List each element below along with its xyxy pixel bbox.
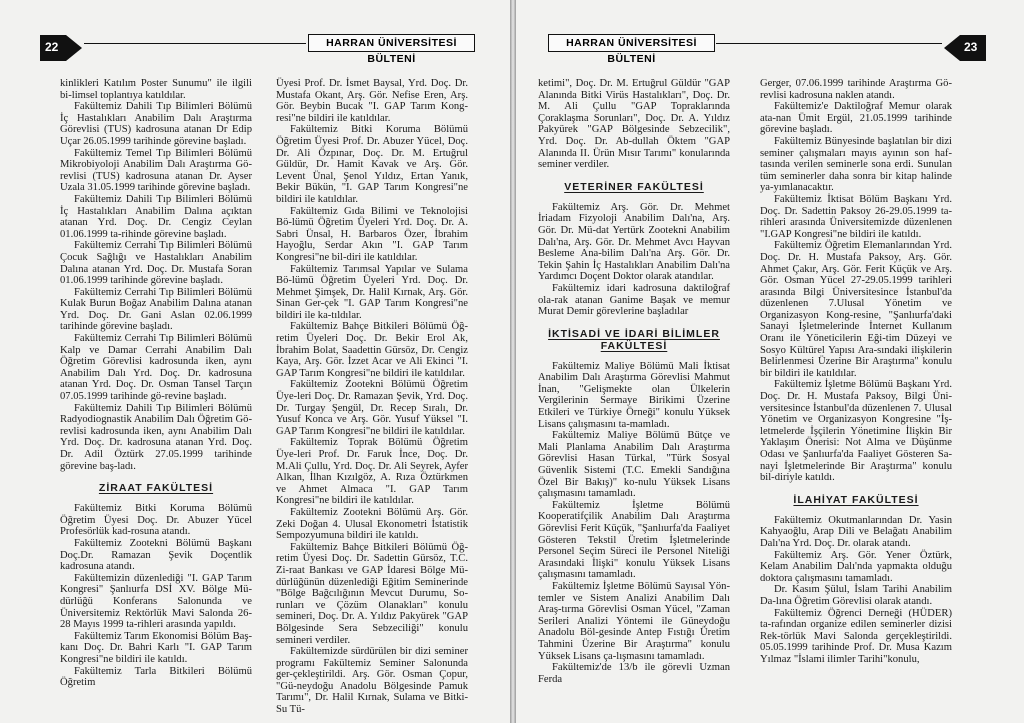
right-page — [516, 0, 1024, 723]
paragraph: Fakültemiz Tarımsal Yapılar ve Sulama Bö-lümü Öğretim Üyeleri Yrd. Doç. Dr. Mehmet Şimşek, Dr. Halil Kırnak, Arş. Gör. Sinan Ger-çek "I. GAP Tarım Kongresi"ne bildiri ile ka-tıldılar. — [276, 263, 468, 321]
page-number: 23 — [964, 40, 978, 54]
left-page-column-2 — [276, 78, 468, 716]
paragraph: Fakültemiz Temel Tıp Bilimleri Bölümü Mikrobiyoloji Anabilim Dalı Araştırma Gö-revlisi (TUS) kadrosuna atanan Dr. Ayser Uzala 31.05.1999 tarihinde görevine başladı. — [60, 147, 252, 194]
bulletin-header: HARRAN ÜNİVERSİTESİ BÜLTENİ — [548, 34, 715, 52]
paragraph: Fakültemiz Öğretim Elemanlarından Yrd. Doç. Dr. H. Mustafa Paksoy, Arş. Gör. Ahmet Çakır, Arş. Gör. Ferit Küçük ve Arş. Gör. Osman Yücel 27-29.05.1999 tarihleri arasında Bilgi Üniversitesince İstanbul'da düzenlenen 7.Ulusal Yönetim ve Organizasyon Kong-resine, "Şanlıurfa'daki Sanayi İşletmelerinde İnternet Kullanım Oranı ile Yöneticilerin Eği-tim Düzeyi ve Sosyo Kültürel Yapısı Ara-sındaki ilişkilerin Belirlenmesi Üzerine Bir Araştırma" konulu bir bildiri ile katıldılar. — [760, 240, 952, 379]
paragraph: Fakültemiz Toprak Bölümü Öğretim Üye-leri Prof. Dr. Faruk İnce, Doç. Dr. M.Ali Çullu, Yrd. Doç. Dr. Ali Seyrek, Ayfer Alkan, İlhan Kızılgöz, A. Rıza Öztürkmen ve Ahmet Almaca "I. GAP Tarım Kongresi"ne bildiri ile katıldılar. — [276, 437, 468, 507]
paragraph: Fakültemiz'e Daktiloğraf Memur olarak ata-nan Ümit Ergül, 21.05.1999 tarihinde görevine başladı. — [760, 101, 952, 136]
header-rule — [84, 43, 306, 44]
paragraph: Fakültemiz Dahili Tıp Bilimleri Bölümü İç Hastalıkları Anabilim Dalı Araştırma Görevlisi (TUS) kadrosuna atanan Dr Edip Uçar 26.05.1999 tarihinde görevine başladı. — [60, 101, 252, 147]
section-title-ilahiyat: İLAHİYAT FAKÜLTESİ — [793, 493, 919, 506]
paragraph: Fakültemiz Tarım Ekonomisi Bölüm Baş-kanı Doç. Dr. Bahri Karlı "I. GAP Tarım Kongresi"ne bildiri ile katıldı. — [60, 630, 252, 665]
paragraph: Üyesi Prof. Dr. İsmet Baysal, Yrd. Doç. Dr. Mustafa Okant, Arş. Gör. Nefise Eren, Arş. Gör. Beybin Bucak "I. GAP Tarım Kong-resi"ne bildiri ile katıldılar. — [276, 78, 468, 124]
header-rule — [716, 43, 942, 44]
paragraph: Gerger, 07.06.1999 tarihinde Araştırma Gö-revlisi kadrosuna naklen atandı. — [760, 78, 952, 101]
paragraph: Fakültemiz Cerrahi Tıp Bilimleri Bölümü Kalp ve Damar Cerrahi Anabilim Dalı Öğretim Görevlisi kadrosunda iken, aynı Anabilim Dalı Yrd. Doç. Dr. kadrosuna atanan Yrd. Doç. Dr. Osman Tansel Tarçın 07.05.1999 tarihinde gö-revine başladı. — [60, 333, 252, 403]
paragraph: Fakültemiz Bitki Koruma Bölümü Öğretim Üyesi Doç. Dr. Abuzer Yücel Profesörlük kad-rosuna atandı. — [60, 503, 252, 538]
right-page-column-2 — [760, 78, 952, 666]
left-page — [0, 0, 510, 723]
right-page-column-1 — [538, 78, 730, 685]
section-title-iktisadi: İKTİSADİ VE İDARİ BİLİMLER FAKÜLTESİ — [548, 327, 720, 352]
paragraph: Fakültemiz Maliye Bölümü Mali İktisat Anabilim Dalı Araştırma Görevlisi Mahmut İnan, "Gelişmekte olan Ülkelerin Vergilerinin Sermaye Birikimi Üzerine Etkileri ve Türkiye Örneği" konulu Yüksek Lisans çalışmasını ta-mamladı. — [538, 360, 730, 430]
section-title-ziraat: ZİRAAT FAKÜLTESİ — [98, 482, 214, 495]
paragraph: Fakültemiz Cerrahi Tıp Bilimleri Bölümü Kulak Burun Boğaz Anabilim Dalına atanan Yrd. Doç. Dr. Gani Aslan 02.06.1999 tarihinde görevine başladı. — [60, 286, 252, 333]
paragraph: Fakültemiz Zootekni Bölümü Başkanı Doç.Dr. Ramazan Şevik Doçentlik kadrosuna atandı. — [60, 537, 252, 573]
paragraph: Fakültemiz Bahçe Bitkileri Bölümü Öğ-retim Üyesi Doç. Dr. Sadettin Gürsöz, T.C. Zi-raat Bankası ve GAP İdaresi Bölge Mü-dürlüğünün düzenlediği Eğitim Seminerinde "Bölge Bağcılığının Mevcut Durumu, So-runları ve Çözüm Olanakları" konulu semineri, Doç. Dr. A. Yıldız Pakyürek "GAP Bölgesinde Sera Sebzeciliği" konulu semineri verdiler. — [276, 541, 468, 646]
paragraph: Fakültemiz idari kadrosuna daktiloğraf ola-rak atanan Ganime Başak ve memur Murat Demir görevlerine başladılar — [538, 282, 730, 318]
paragraph: Fakültemiz Zootekni Bölümü Arş. Gör. Zeki Doğan 4. Ulusal Ekonometri İstatistik Sempozyumuna bildiri ile katıldı. — [276, 506, 468, 542]
paragraph: Dr. Kasım Şülul, İslam Tarihi Anabilim Da-lına Öğretim Görevlisi olarak atandı. — [760, 584, 952, 607]
paragraph: Fakültemiz Bitki Koruma Bölümü Öğretim Üyesi Prof. Dr. Abuzer Yücel, Doç. Dr. Ali Özpınar, Doç. Dr. M. Ertuğrul Güldür, Dr. Hamit Kavak ve Arş. Gör. Levent Ünal, Şenol Yıldız, Ertan Yanık, Bekir Bükün, "I. GAP Tarım Kongresi"ne bildiri ile katıldılar. — [276, 124, 468, 205]
paragraph: Fakültemiz Dahili Tıp Bilimleri Bölümü Radyodiognastik Anabilim Dalı Öğretim Gö-revlisi kadrosunda iken, aynı Anabilim Dalı Yrd. Doç. Dr. kadrosuna atanan Yrd. Doç. Dr. Adil Öztürk 27.05.1999 tarihinde görevine baş-ladı. — [60, 402, 252, 472]
paragraph: Fakültemiz Gıda Bilimi ve Teknolojisi Bö-lümü Öğretim Üyeleri Yrd. Doç. Dr. A. Sabri Ünsal, H. Barbaros Özer, İbrahim Hayoğlu, Serdar Akın "I. GAP Tarım Kongresi"ne bil-diri ile katıldılar. — [276, 205, 468, 263]
section-title-veteriner: VETERİNER FAKÜLTESİ — [564, 180, 704, 193]
paragraph: Fakültemiz Zootekni Bölümü Öğretim Üye-leri Doç. Dr. Ramazan Şevik, Yrd. Doç. Dr. Turgay Şengül, Dr. Recep Sıralı, Dr. Yusuf Konca ve Arş. Gör. Yusuf Yüksel "I. GAP Tarım Kongresi"ne bildiri ile katıldılar. — [276, 379, 468, 437]
bulletin-header: HARRAN ÜNİVERSİTESİ BÜLTENİ — [308, 34, 475, 52]
paragraph: Fakültemiz İşletme Bölümü Başkanı Yrd. Doç. Dr. H. Mustafa Paksoy, Bilgi Üni-versitesince İstanbul'da düzenlenen 7. Ulusal Yönetim ve Organizasyon Kongresine "İş-letmelerde İşçilerin Yönetimine İlişkin Bir Yaklaşım Önerisi: Not Alma ve Düşünme Odası ve Şanlıurfa'da Faaliyet Gösteren Sa-nayi İşletmelerinde Bir Araştırma" konulu bil-diriyle katıldı. — [760, 379, 952, 484]
paragraph: Fakültemiz'de 13/b ile görevli Uzman Ferda — [538, 662, 730, 685]
page-number: 22 — [45, 40, 59, 54]
paragraph: Fakültemizin düzenlediği "I. GAP Tarım Kongresi" Şanlıurfa DSİ XV. Bölge Mü-dürlüğü Konferans Salonunda ve Üniversitemiz Rektörlük Mavi Salonda 26-28 Mayıs 1999 ta-rihleri arasında yapıldı. — [60, 572, 252, 631]
paragraph: ketimi", Doç. Dr. M. Ertuğrul Güldür "GAP Alanında Bitki Virüs Hastalıkları", Doç. Dr. M. Ali Çullu "GAP Topraklarında Çoraklaşma Sorunları", Doç. Dr. A. Yıldız Pakyürek "GAP Bölgesinde Sebzecilik", Yrd. Doç. Dr. Ab-dullah Öktem "GAP Alanında II. Ürün Mısır Tarımı" konularında seminer verdiler. — [538, 78, 730, 171]
left-page-column-1 — [60, 78, 252, 689]
paragraph: Fakültemiz Öğrenci Derneği (HÜDER) ta-rafından organize edilen seminerler dizisi Rek-törlük Mavi Salonda gerçekleştirildi. 05.05.1999 tarihinde Prof. Dr. Musa Kazım Yılmaz "İslami ilimler Tarihi"konulu, — [760, 607, 952, 665]
paragraph: Fakültemiz Okutmanlarından Dr. Yasin Kahyaoğlu, Arap Dili ve Belağatı Anabilim Dalı'na Yrd. Doç. Dr. olarak atandı. — [760, 514, 952, 549]
paragraph: Fakültemiz Dahili Tıp Bilimleri Bölümü İç Hastalıkları Anabilim Dalına açıktan atanan Yrd. Doç. Dr. Cengiz Ceylan 01.06.1999 ta-rihinde görevine başladı. — [60, 193, 252, 240]
paragraph: Fakültemiz Cerrahi Tıp Bilimleri Bölümü Çocuk Sağlığı ve Hastalıkları Anabilim Dalına atanan Yrd. Doç. Dr. Mustafa Soran 01.06.1999 tarihinde görevine başladı. — [60, 240, 252, 287]
paragraph: Fakültemiz Bünyesinde başlatılan bir dizi seminer çalışmaları mayıs ayının son haf-tasında verilen seminerle sona erdi. Sunulan tüm seminerler daha sonra bir kitap halinde ya-yımlanacaktır. — [760, 135, 952, 194]
paragraph: Fakültemiz İşletme Bölümü Kooperatifçilik Anabilim Dalı Araştırma Görevlisi Ferit Küçük, "Şanlıurfa'da Faaliyet Gösteren Tekstil Üretim İşletmelerinde Personel Seçim Süreci ile Personel Niteliği Arasındaki İlişki" konulu Yüksek Lisans çalışmasını tamamladı. — [538, 499, 730, 581]
paragraph: Fakültemiz Maliye Bölümü Bütçe ve Mali Planlama Anabilim Dalı Araştırma Görevlisi Hasan Türkal, "Türk Sosyal Güvenlik Sistemi (T.C. Emekli Sandığına Özel Bir Bakış)" ko-nulu Yüksek Lisans çalışmasını tamamladı. — [538, 430, 730, 500]
paragraph: Fakültemiz Arş. Gör. Dr. Mehmet İriadam Fizyoloji Anabilim Dalı'na, Arş. Gör. Dr. Mü-dat Yertürk Zootekni Anabilim Dalı'na, Arş. Gör. Dr. Mehmet Avcı Hayvan Besleme Ana-bilim Dalı'na Arş. Gör. Dr. Tekin Şahin İç Hastalıkları Anabilim Dalı'na Yardımcı Doçent Doktor olarak atandılar. — [538, 201, 730, 283]
paragraph: Fakültemiz Arş. Gör. Yener Öztürk, Kelam Anabilim Dalı'nda yapmakta olduğu doktora çalışmasını tamamladı. — [760, 549, 952, 584]
paragraph: Fakültemiz Bahçe Bitkileri Bölümü Öğ-retim Üyeleri Doç. Dr. Bekir Erol Ak, İbrahim Bolat, Saadettin Gürsöz, Dr. Cengiz Kaya, Arş. Gör. İzzet Acar ve Ali Ekinci "I. GAP Tarım Kongresi"ne bildiri ile katıldılar. — [276, 321, 468, 379]
paragraph: Fakültemiz İşletme Bölümü Sayısal Yön-temler ve Sistem Analizi Anabilim Dalı Araş-tırma Görevlisi Osman Yücel, "Zaman Serileri Analizi Yöntemi ile Güneydoğu Anadolu Böl-gesinde Antep Fıstığı Üretim Tahmini Üzerine Bir Araştırma" konulu Yüksek Lisans ça-lışmasını tamamladı. — [538, 580, 730, 662]
paragraph: Fakültemiz İktisat Bölüm Başkanı Yrd. Doç. Dr. Sadettin Paksoy 26-29.05.1999 ta-rihleri arasında Üniversitemizde düzenlenen "I.GAP Kongresi"ne bildiri ile katıldı. — [760, 193, 952, 240]
paragraph: Fakültemizde sürdürülen bir dizi seminer programı Fakültemiz Seminer Salonunda ger-çekleştirildi. Arş. Gör. Osman Çopur, "Gü-neydoğu Anadolu Bölgesinde Pamuk Tarımı", Dr. Halil Kırnak, Sulama ve Bitki-Su Tü- — [276, 646, 468, 716]
paragraph: Fakültemiz Tarla Bitkileri Bölümü Öğretim — [60, 665, 252, 689]
paragraph: kinlikleri Katılım Poster Sunumu" ile ilgili bi-limsel toplantıya katıldılar. — [60, 78, 252, 101]
